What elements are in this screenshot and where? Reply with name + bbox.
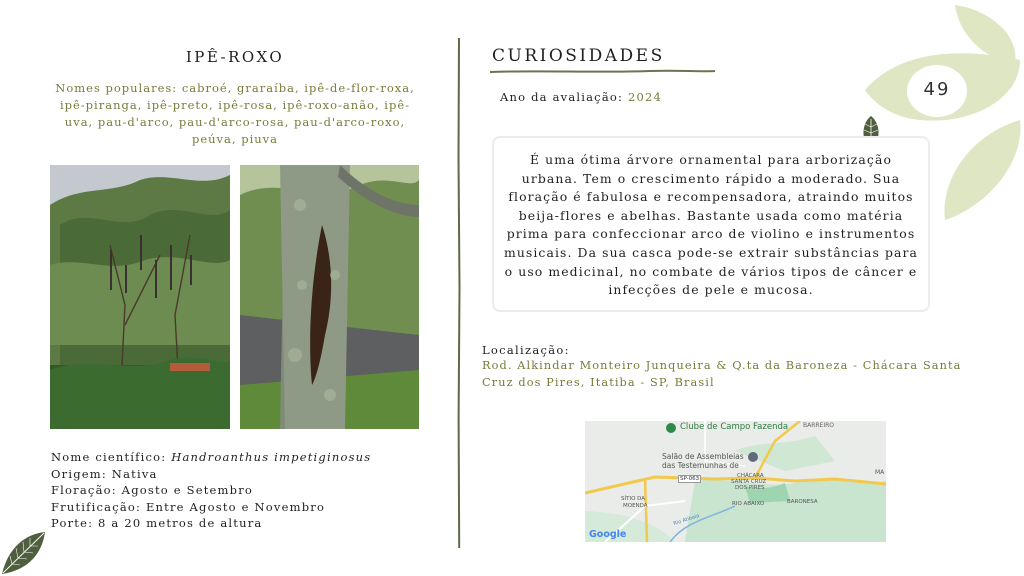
fruiting-row: Frutificação: Entre Agosto e Novembro bbox=[51, 499, 326, 514]
map-label-salao-2: das Testemunhas de bbox=[662, 461, 739, 470]
tree-facts bbox=[51, 449, 431, 532]
map-label-club: Clube de Campo Fazenda bbox=[680, 422, 789, 432]
curiosities-title: CURIOSIDADES bbox=[492, 46, 665, 66]
tree-canopy-photo bbox=[50, 165, 230, 429]
map-label-sitio-2: MOENDA bbox=[623, 503, 648, 509]
location-label: Localização: bbox=[482, 343, 570, 357]
map-label-sitio-1: SÍTIO DA bbox=[621, 496, 646, 502]
location-map[interactable] bbox=[585, 421, 886, 542]
google-logo: Google bbox=[589, 529, 627, 540]
scientific-name-value: Handroanthus impetiginosus bbox=[171, 450, 372, 464]
bottom-leaf-icon bbox=[0, 528, 48, 576]
evaluation-year-label: Ano da avaliação: bbox=[500, 90, 628, 104]
location-value: Rod. Alkindar Monteiro Junqueira & Q.ta da Baroneza - Chácara Santa Cruz dos Pires, Itatiba - SP, Brasil bbox=[482, 359, 962, 389]
vertical-divider bbox=[455, 38, 463, 548]
map-label-salao-1: Salão de Assembleias bbox=[662, 452, 744, 461]
tree-title: IPÊ-ROXO bbox=[185, 48, 285, 66]
map-label-ma: MA bbox=[875, 469, 885, 476]
map-label-chacara-2: SANTA CRUZ bbox=[731, 479, 767, 485]
origin-row: Origem: Nativa bbox=[51, 466, 158, 481]
map-label-barreiro: BARREIRO bbox=[803, 422, 835, 429]
evaluation-year-value: 2024 bbox=[627, 90, 663, 104]
map-label-road: SP-063 bbox=[680, 476, 700, 482]
scientific-name-label: Nome científico: bbox=[51, 450, 172, 464]
scientific-name-row bbox=[51, 449, 431, 466]
map-label-chacara-1: CHÁCARA bbox=[737, 473, 764, 479]
curiosities-text: É uma ótima árvore ornamental para arborização urbana. Tem o crescimento rápido a moderado. Sua floração é fabulosa e recompensadora, atraindo muitos beija-flores e abelhas. Bastante usada como matéria prima para confeccionar arco de violino e instrumentos musicais. Da sua casca pode-se extrair substâncias para o uso medicinal, no combate de vários tipos de câncer e infecções de pele e mucosa. bbox=[503, 152, 919, 298]
popular-names: Nomes populares: cabroé, graraíba, ipê-de-flor-roxa, ipê-piranga, ipê-preto, ipê-rosa, ipê-roxo-anão, ipê-uva, pau-d'arco, pau-d'arco-rosa, pau-d'arco-roxo, peúva, piuva bbox=[55, 81, 415, 146]
map-label-rio-abaixo: RIO ABAIXO bbox=[732, 501, 765, 507]
evaluation-year bbox=[500, 90, 662, 104]
map-label-chacara-3: DOS PIRES bbox=[735, 485, 765, 491]
map-label-baronesa: BARONESA bbox=[787, 499, 818, 505]
page-number: 49 bbox=[923, 79, 951, 100]
tree-trunk-photo bbox=[240, 165, 419, 429]
map-label-river: Rio Atibaia bbox=[672, 512, 701, 528]
curiosities-box bbox=[492, 136, 930, 312]
size-row: Porte: 8 a 20 metros de altura bbox=[51, 516, 263, 531]
flowering-row: Floração: Agosto e Setembro bbox=[51, 483, 254, 498]
title-underline bbox=[490, 68, 715, 76]
